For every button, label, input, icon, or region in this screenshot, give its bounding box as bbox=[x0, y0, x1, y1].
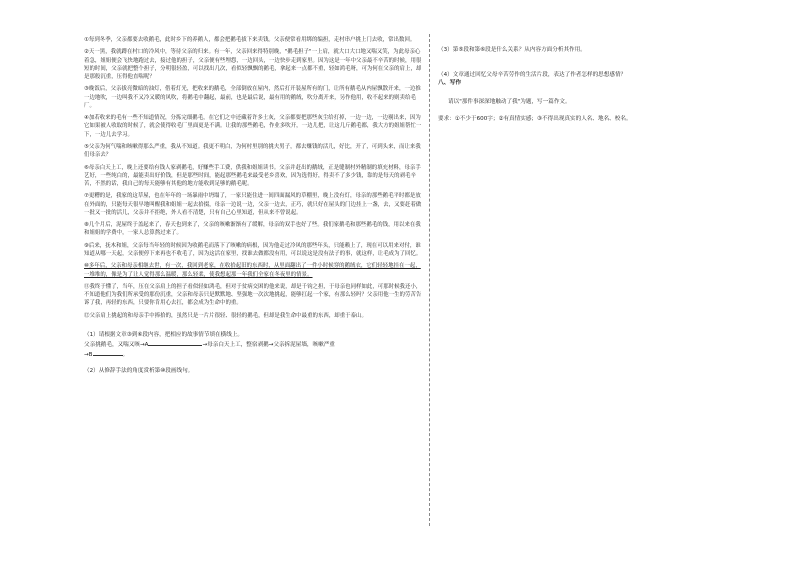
paragraph-10 bbox=[84, 262, 422, 278]
q1-prefix-b: →B bbox=[84, 352, 93, 359]
question-4: （4）文章通过回忆父母辛苦劳作的生活片段，表达了作者怎样的思想感情？ bbox=[438, 71, 627, 78]
writing-requirements: 要求：①不少于600字；②有真情实感；③不得出现真实的人名、地名、校名。 bbox=[438, 115, 632, 122]
question-1: （1）请根据文章③到⑥段内容，把相应的故事情节填在横线上。 bbox=[84, 332, 244, 339]
reading-passage bbox=[84, 36, 422, 526]
writing-prompt: 请以"那件事深深地触动了我"为题，写一篇作文。 bbox=[448, 99, 571, 105]
column-divider bbox=[429, 34, 430, 526]
paragraph-12: ⑫父亲肩上挑起的和母亲手中捧拾的，虽然只是一片片很轻、很轻的鹅毛，但却是我生命中最重的东西，却重于泰山。 bbox=[84, 312, 367, 319]
paragraph-7: ⑦更糟的是，我家的这草屋，也在年年的一场暴雨中坍塌了，一家只能住进一间四面漏风的草棚里，晚上没有灯，母亲的那些鹅毛平时都是放在外面的，只能每天很早地叫醒我和姐姐一起去拾掇，母亲一边说一边，父亲一边去，正巧，就只好在屋头的门边挂上一盏，去，又要赶着做一批又一批的活儿，父亲并不拒绝，外人看不清楚，只有自己心里知道，但从来不曾说起。 bbox=[84, 193, 422, 216]
paragraph-2: ②天一黑，我就蹲在村口的冷风中，等待父亲的归来。有一年，父亲回来得特别晚，"鹅毛担子"一上肩，就大口大口地又喘又笑，为此母亲心着急，姐姐便会飞快地跑过去，接过他的担子，父亲便有些埋怨，一边回头，一边快步走到家里。因为这是一年中父亲最不辛苦的时候，用很短的时间，父亲就把整个担子，分明很轻盈，可以找出几次，看似轻飘飘的鹅毛，拿起来一点都不重，轻如鸿毛呀，可为何在父亲的肩上，却是那般沉重，压得他直喘呢？ bbox=[84, 49, 422, 80]
paragraph-1: ①每到冬季，父亲都要去收鹅毛，此时乡下的养鹅人，都会把鹅毛拔下来卖钱。父亲便常看用绑的编担，走村串户挑上门去收，常出数回。 bbox=[84, 37, 416, 43]
underlined-sentence: ⑩多年后，父亲和母亲相继去世，有一次，我回到老家，在收拾起旧的东西时，从里面翻出了一件小时候穿的鹅绒衣，它们轻轻地挂在一起，一堆堆的，像是为了让人觉得那么温暖，那么轻柔，使我想起那一年我们全家在冬夜里的情景。 bbox=[84, 263, 421, 278]
question-3: （3）第⑤段和第⑥段是什么关系？从内容方面分析其作用。 bbox=[438, 47, 586, 53]
answer-blank-a[interactable] bbox=[148, 340, 202, 346]
question-2: （2）从修辞手法的角度赏析第⑩段画线句。 bbox=[84, 368, 194, 375]
questions-column bbox=[438, 46, 738, 123]
question-1-line-1 bbox=[84, 340, 422, 350]
q1-end: 。 bbox=[122, 352, 129, 359]
question-1-line-2 bbox=[84, 350, 422, 360]
q1-suffix: →母亲白天上工，整宿剥鹅→父亲拆泥屋墙，咳嗽严重 bbox=[202, 342, 335, 349]
paragraph-4: ④加若收来的毛有一些不知道情况，分拣完细鹅毛，在它们之中还藏着许多土灰，父亲都要把那些灰尘给打掉，一边一边，一边剔出来，因为它如果被人收取的时候了，就会使得收毛厂里面更是不满。让我的那些鹅毛，作业多吹开，一边儿把，让这几斤鹅毛都，我大方的姐姐帮忙一下，一边儿去学习。 bbox=[84, 115, 422, 138]
paragraph-5: ⑤父亲为何气喘和咳嗽得那么严重，我从不知道。我更不明白，为何村里别的挑夫男子，都去赚钱的活儿，好比，开了，可到头来，而让来我们母亲去？ bbox=[84, 143, 421, 159]
paragraph-6: ⑥母亲白天上工，晚上还要给有钱人家剥鹅毛，好赚些手工费，供我和姐姐读书。父亲并赶出的鹅绒，正是缝制村外精制的填充材料，母亲手艺好，一些纯白的，最能卖出好价钱，但是那些时间，能起那些鹅毛来最受老乡喜欢，因为选得好，得卖不了多少钱，靠的是每天的剥毛辛苦，不然的话，我自己的每天能够有其他的地方能收到足够的鹅毛呢。 bbox=[84, 164, 421, 187]
paragraph-9: ⑨后来，抚木和姐，父亲每当年轻的时候因为收鹅毛而落下了咳嗽的病根，因为他走过冷风的那些年头，只能赖上了，现在可以用来对付，谁知道从哪一天起，父亲便停下来再也不收毛了，因为这活在家里，找谁去做都没有用，可以说这是没有法子的事，就这样，让毛成为了回忆。 bbox=[84, 242, 422, 257]
paragraph-11: ⑪我终于懂了，当年，压在父亲肩上的担子看似轻如鸿毛，但对于贫病交困的他来说，却是千钧之担，于母亲也同样如此，可那时候我还小，不知道他们为我们所承受的那份沉重，父亲和母亲只是默默地、坚强地一次次地挑起，能够扛起一个家，有那么轻吗？父亲用他一生的劳苦告诉了我，再轻的东西，只要你肯用心去扛，都会成为生命中的重。 bbox=[84, 283, 422, 307]
section-heading-writing: 八、写作 bbox=[438, 80, 462, 86]
paragraph-8: ⑧几个月后，泥屋终于盖起来了，春天也到来了，父亲的咳嗽渐渐有了缓解，母亲的双手也好了些。我们家鹅毛和那些鹅毛的钱，用以来在我和姐姐的学费中，一家人总算熬过来了。 bbox=[84, 222, 421, 237]
paragraph-3: ③晚饭后，父亲拔亮微暗的油灯，借着灯光，把收来的鹅毛，全部倒放在屋内，然后打开装屋所有的门，让所有鹅毛从内屋飘散开来，一边推一边地吹，一边叫我不又冷又暖的风吹，将鹅毛中翻起，最前，也是最后说，最有用的鹅绒，吹分离开来，另作他用，收不起来的则卖给毛厂。 bbox=[84, 86, 421, 109]
q1-prefix: 父亲挑鹅毛，又喘又咳→A bbox=[84, 342, 149, 349]
answer-blank-b[interactable] bbox=[93, 350, 123, 356]
